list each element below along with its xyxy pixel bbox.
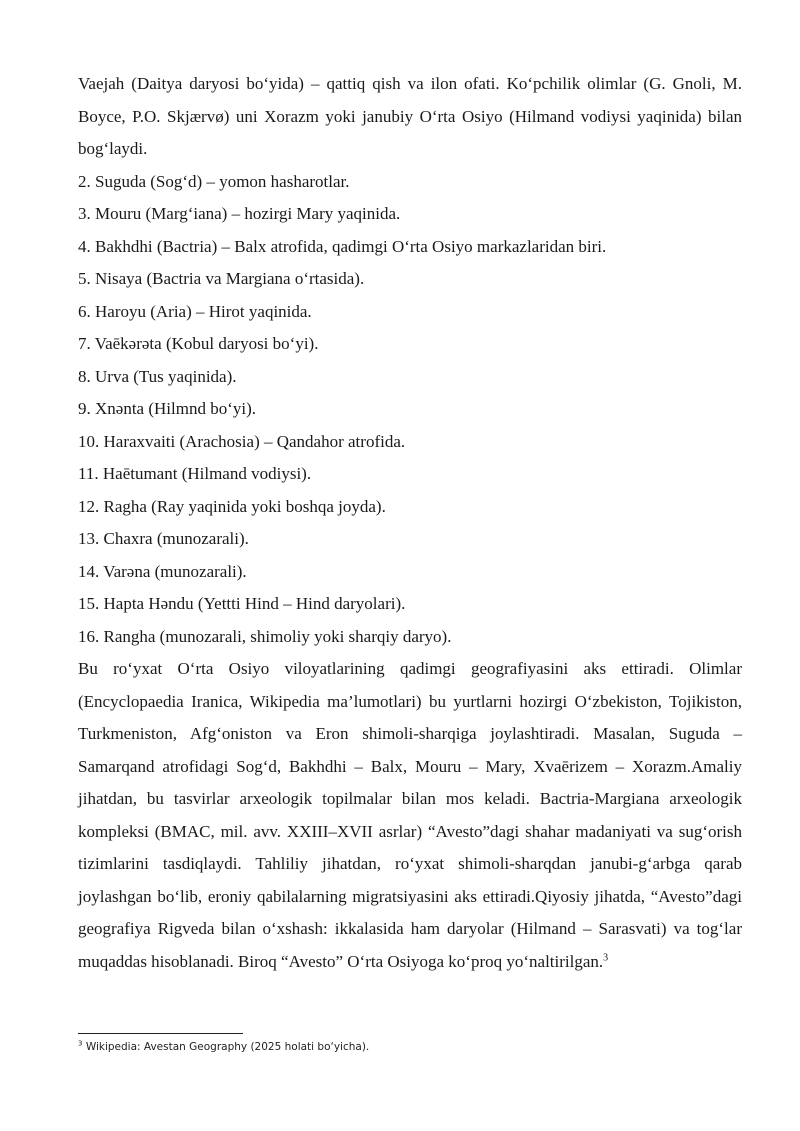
list-item: 9. Xnənta (Hilmnd bo‘yi). — [78, 399, 256, 418]
list-item: 16. Rangha (munozarali, shimoliy yoki sharqiy daryo). — [78, 626, 452, 646]
list-item: 4. Bakhdhi (Bactria) – Balx atrofida, qadimgi O‘rta Osiyo markazlaridan biri. — [78, 236, 607, 256]
list-item: 3. Mouru (Marg‘iana) – hozirgi Mary yaqinida. — [78, 204, 401, 223]
footnote-text: Wikipedia: Avestan Geography (2025 holati bo‘yicha). — [85, 1041, 370, 1053]
list-item: 15. Hapta Həndu (Yettti Hind – Hind daryolari). — [78, 594, 406, 613]
region-list — [78, 166, 742, 654]
list-item: 5. Nisaya (Bactria va Margiana o‘rtasida). — [78, 269, 365, 288]
list-item: 7. Vaēkərəta (Kobul daryosi bo‘yi). — [78, 334, 319, 353]
list-item: 2. Suguda (Sog‘d) – yomon hasharotlar. — [78, 171, 350, 191]
footnote-marker: 3 — [78, 1039, 83, 1048]
list-item: 8. Urva (Tus yaqinida). — [78, 366, 237, 386]
list-item: 12. Ragha (Ray yaqinida yoki boshqa joyda). — [78, 496, 386, 516]
intro-paragraph: Vaejah (Daitya daryosi bo‘yida) – qattiq qish va ilon ofati. Ko‘pchilik olimlar (G. Gnoli, M. Boyce, P.O. Skjærvø) uni Xorazm yoki janubiy O‘rta Osiyo (Hilmand vodiysi yaqinida) bilan bog‘laydi. — [78, 74, 742, 158]
list-item: 11. Haētumant (Hilmand vodiysi). — [78, 464, 312, 483]
closing-paragraph — [78, 653, 742, 978]
document-body — [78, 68, 742, 978]
list-item: 10. Haraxvaiti (Arachosia) – Qandahor atrofida. — [78, 431, 406, 451]
list-item: 6. Haroyu (Aria) – Hirot yaqinida. — [78, 301, 312, 321]
list-item: 13. Chaxra (munozarali). — [78, 529, 249, 548]
closing-paragraph-text: Bu ro‘yxat O‘rta Osiyo viloyatlarining qadimgi geografiyasini aks ettiradi. Olimlar (Encyclopaedia Iranica, Wikipedia ma’lumotlari) bu yurtlarni hozirgi O‘zbekiston, Tojikiston, Turkmeniston, Afg‘oniston va Eron shimoli-sharqiga joylashtiradi. Masalan, Suguda – Samarqand atrofidagi Sog‘d, Bakhdhi – Balx, Mouru – Mary, Xvaērizem – Xorazm.Amaliy jihatdan, bu tasvirlar arxeologik topilmalar bilan mos keladi. Bactria-Margiana arxeologik kompleksi (BMAC, mil. avv. XXIII–XVII asrlar) “Avesto”dagi shahar madaniyati va sug‘orish tizimlarini tasdiqlaydi. Tahliliy jihatdan, ro‘yxat shimoli-sharqdan janubi-g‘arbga qarab joylashgan bo‘lib, eroniy qabilalarning migratsiyasini aks ettiradi.Qiyosiy jihatda, “Avesto”dagi geografiya Rigveda bilan o‘xshash: ikkalasida ham daryolar (Hilmand – Sarasvati) va tog‘lar muqaddas hisoblanadi. Biroq “Avesto” O‘rta Osiyoga ko‘proq yo‘naltirilgan. — [78, 659, 742, 971]
footnote — [78, 1040, 742, 1054]
footnote-divider — [78, 1033, 243, 1034]
footnote-reference[interactable]: 3 — [603, 951, 609, 963]
list-item: 14. Varəna (munozarali). — [78, 561, 247, 581]
